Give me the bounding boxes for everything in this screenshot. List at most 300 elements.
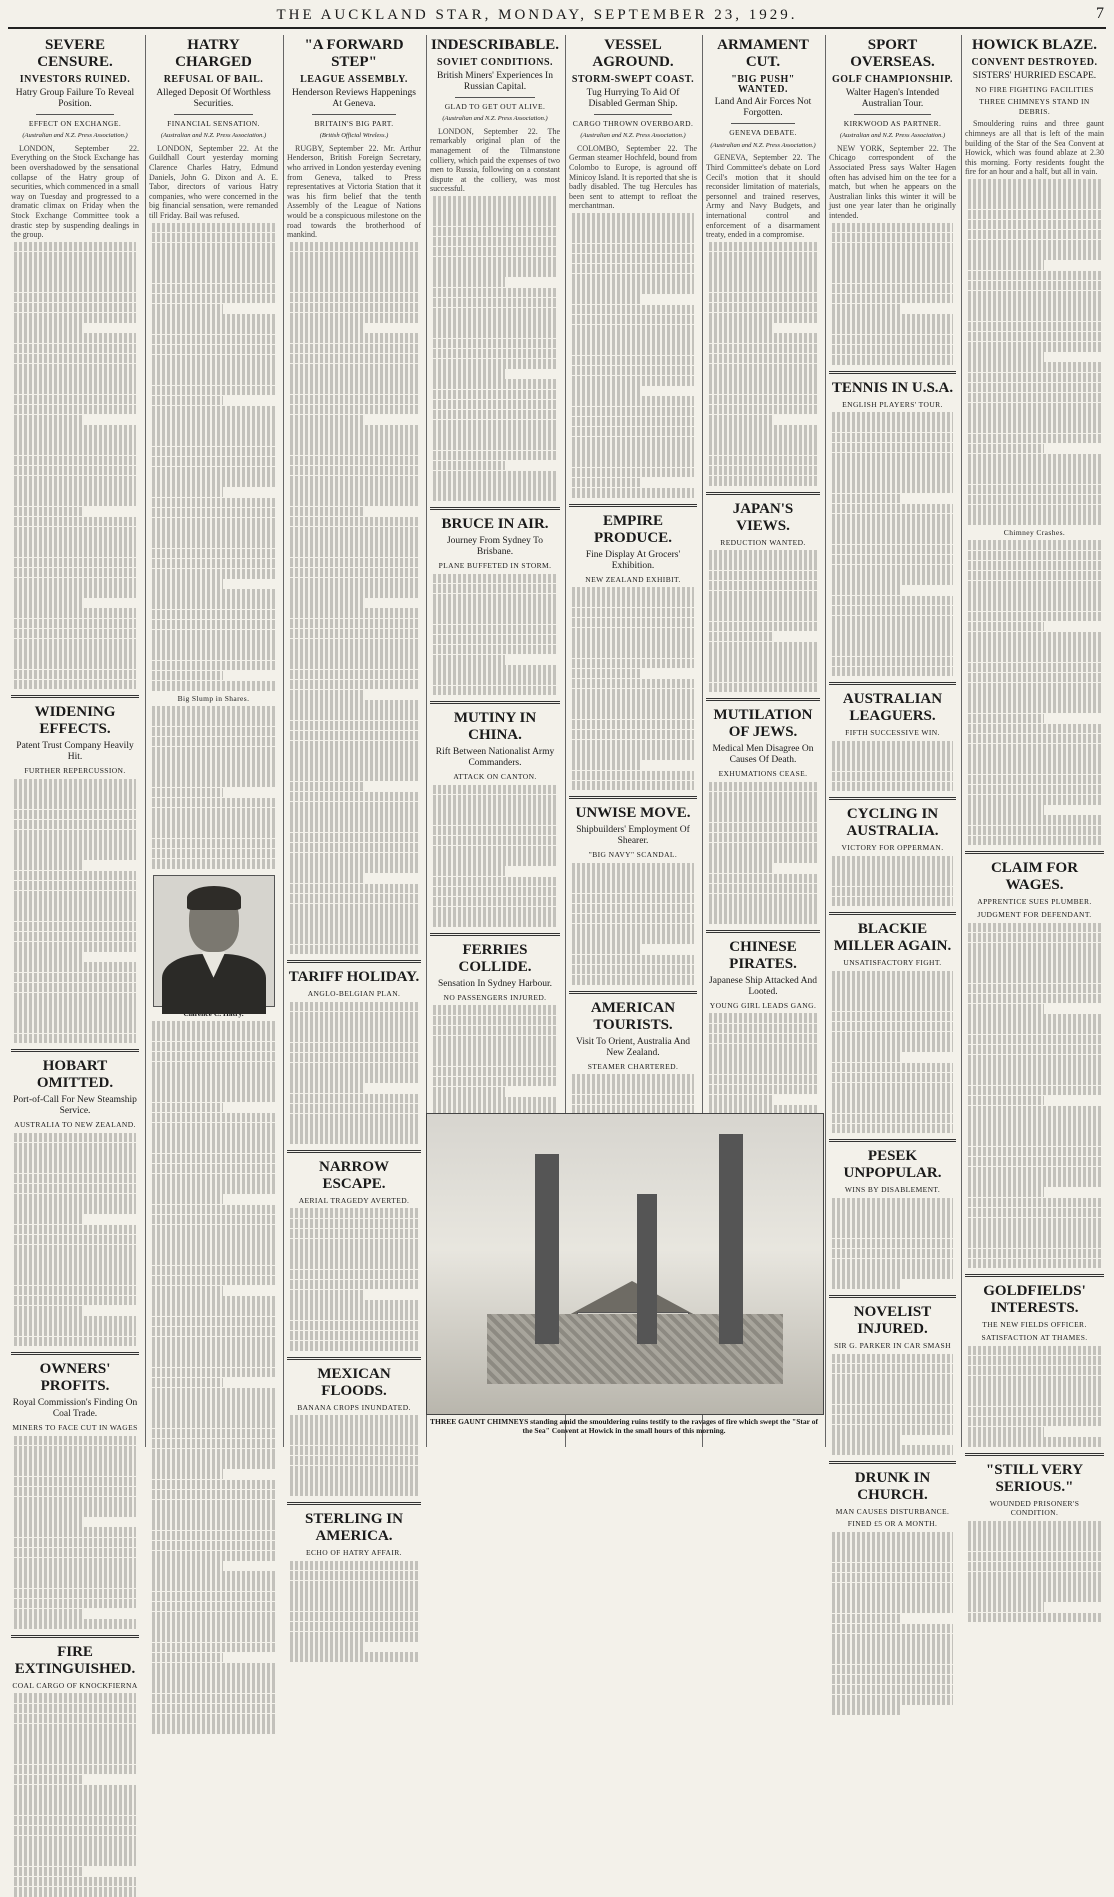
text-line bbox=[572, 284, 694, 294]
text-line bbox=[14, 1225, 136, 1235]
subheading: ECHO OF HATRY AFFAIR. bbox=[306, 1548, 402, 1557]
text-line bbox=[832, 1103, 953, 1113]
text-line bbox=[572, 771, 694, 781]
text-line bbox=[709, 374, 817, 384]
text-line bbox=[290, 558, 418, 568]
text-line bbox=[290, 741, 418, 751]
text-line bbox=[14, 395, 136, 405]
subheading: CARGO THROWN OVERBOARD. bbox=[572, 118, 694, 128]
text-line bbox=[572, 1084, 694, 1094]
text-line bbox=[14, 1785, 136, 1795]
text-line bbox=[152, 671, 223, 681]
text-line bbox=[832, 524, 953, 534]
text-line bbox=[14, 293, 136, 303]
text-line bbox=[709, 622, 817, 632]
text-line bbox=[968, 413, 1101, 423]
text-line bbox=[152, 416, 275, 426]
text-line bbox=[968, 683, 1101, 693]
text-line bbox=[152, 661, 275, 671]
body-text-lines bbox=[149, 223, 278, 691]
text-line bbox=[290, 1012, 418, 1022]
text-line bbox=[14, 354, 136, 364]
subheading: EXHUMATIONS CEASE. bbox=[718, 769, 808, 779]
text-line bbox=[832, 1093, 953, 1103]
text-line bbox=[709, 884, 817, 894]
text-line bbox=[290, 364, 418, 374]
text-line bbox=[152, 1286, 223, 1296]
article-body: COLOMBO, September 22. The German steamer Hochfeld, bound from Colombo to Europe, is aground off Minicoy Island. It is reported that she is badly disabled. The tug Hercules has been sent to attempt to refloat the merchantman. bbox=[569, 143, 697, 211]
text-line bbox=[14, 384, 136, 394]
text-line bbox=[832, 1364, 953, 1374]
subheading: ANGLO-BELGIAN PLAN. bbox=[307, 989, 401, 999]
text-line bbox=[968, 1167, 1101, 1177]
deck: Visit To Orient, Australia And New Zealand. bbox=[576, 1036, 690, 1058]
text-line bbox=[14, 344, 136, 354]
text-line bbox=[433, 400, 557, 410]
text-line bbox=[14, 1174, 136, 1184]
text-line bbox=[14, 1816, 136, 1826]
text-line bbox=[709, 354, 817, 364]
convent-fire-photo bbox=[426, 1113, 824, 1415]
text-line bbox=[572, 740, 694, 750]
text-line bbox=[968, 1541, 1101, 1551]
text-line bbox=[433, 836, 557, 846]
text-line bbox=[709, 894, 817, 904]
body-text-lines bbox=[965, 540, 1104, 845]
text-line bbox=[968, 826, 1101, 836]
subheading: FINANCIAL SENSATION. bbox=[167, 118, 260, 128]
text-line bbox=[152, 1306, 275, 1316]
subheading: ATTACK ON CANTON. bbox=[453, 772, 537, 782]
text-line bbox=[572, 904, 694, 914]
deck: Journey From Sydney To Brisbane. bbox=[446, 535, 543, 557]
text-line bbox=[152, 1215, 275, 1225]
text-line bbox=[14, 1477, 136, 1487]
text-line bbox=[832, 1269, 953, 1279]
text-line bbox=[290, 1280, 418, 1290]
text-line bbox=[572, 1095, 694, 1105]
text-line bbox=[968, 311, 1101, 321]
text-line bbox=[572, 618, 694, 628]
text-line bbox=[14, 1599, 136, 1609]
text-line bbox=[572, 638, 694, 648]
column-2 bbox=[145, 35, 281, 1447]
text-line bbox=[572, 427, 694, 437]
text-line bbox=[709, 874, 817, 884]
text-line bbox=[832, 273, 953, 283]
subheading: JUDGMENT FOR DEFENDANT. bbox=[977, 909, 1092, 919]
text-line bbox=[709, 914, 817, 924]
photo-caption: THREE GAUNT CHIMNEYS standing amid the smouldering ruins testify to the ravages of fire which swept the "Star of the Sea" Convent at Howick in the small hours of this morning. bbox=[430, 1417, 818, 1435]
text-line bbox=[290, 476, 418, 486]
text-line bbox=[433, 1036, 557, 1046]
text-line bbox=[152, 1520, 275, 1530]
text-line bbox=[14, 1306, 84, 1316]
text-line bbox=[832, 1675, 953, 1685]
text-line bbox=[968, 1086, 1101, 1096]
text-line bbox=[152, 859, 275, 869]
text-line bbox=[709, 384, 817, 394]
text-line bbox=[152, 426, 275, 436]
text-line bbox=[572, 345, 694, 355]
deck: Hatry Group Failure To Reveal Position. bbox=[15, 87, 135, 109]
text-line bbox=[290, 374, 418, 384]
text-line bbox=[968, 764, 1101, 774]
text-line bbox=[968, 622, 1044, 632]
text-line bbox=[152, 1388, 275, 1398]
text-line bbox=[152, 727, 275, 737]
text-line bbox=[14, 1693, 136, 1703]
text-line bbox=[832, 761, 953, 771]
text-line bbox=[572, 468, 694, 478]
text-line bbox=[968, 754, 1101, 764]
text-line bbox=[968, 1004, 1044, 1014]
text-line bbox=[152, 538, 275, 548]
text-line bbox=[968, 652, 1101, 662]
text-line bbox=[14, 1734, 136, 1744]
text-line bbox=[433, 574, 557, 584]
text-line bbox=[572, 1074, 694, 1084]
column-1 bbox=[8, 35, 142, 1690]
text-line bbox=[14, 1795, 136, 1805]
text-line bbox=[433, 267, 557, 277]
text-line bbox=[709, 642, 817, 652]
text-line bbox=[968, 1024, 1101, 1034]
text-line bbox=[152, 263, 275, 273]
text-line bbox=[709, 853, 817, 863]
subheading: EFFECT ON EXCHANGE. bbox=[28, 118, 122, 128]
text-line bbox=[152, 477, 275, 487]
text-line bbox=[433, 298, 557, 308]
text-line bbox=[152, 406, 275, 416]
subheading: MINERS TO FACE CUT IN WAGES bbox=[12, 1423, 138, 1433]
text-line bbox=[152, 1469, 223, 1479]
text-line bbox=[290, 639, 418, 649]
text-line bbox=[152, 1194, 223, 1204]
text-line bbox=[968, 836, 1101, 846]
text-line bbox=[433, 846, 557, 856]
text-line bbox=[832, 1012, 953, 1022]
text-line bbox=[968, 1572, 1101, 1582]
text-line bbox=[572, 944, 642, 954]
text-line bbox=[832, 1685, 953, 1695]
text-line bbox=[290, 578, 418, 588]
text-line bbox=[968, 1147, 1101, 1157]
text-line bbox=[832, 667, 953, 677]
text-line bbox=[14, 789, 136, 799]
text-line bbox=[152, 1225, 275, 1235]
text-line bbox=[290, 1134, 418, 1144]
text-line bbox=[709, 1054, 817, 1064]
text-line bbox=[152, 1429, 275, 1439]
text-line bbox=[152, 1317, 275, 1327]
deck: Land And Air Forces Not Forgotten. bbox=[714, 97, 812, 119]
text-line bbox=[832, 646, 953, 656]
text-line bbox=[832, 433, 953, 443]
text-line bbox=[14, 810, 136, 820]
text-line bbox=[14, 1887, 136, 1897]
text-line bbox=[290, 303, 418, 313]
article-body: Smouldering ruins and three gaunt chimneys are all that is left of the main building of the Star of the Sea Convent at Howick, which was found ablaze at 2.30 this morning. Forty residents fought the fire for an hour and a half, but all in vain. bbox=[965, 119, 1104, 177]
text-line bbox=[572, 325, 694, 335]
text-line bbox=[832, 991, 953, 1001]
text-line bbox=[14, 983, 136, 993]
subheading: "BIG NAVY" SCANDAL. bbox=[588, 850, 678, 860]
headline-widening-effects: WIDENING EFFECTS. bbox=[34, 704, 116, 738]
text-line bbox=[832, 606, 953, 616]
text-line bbox=[709, 303, 817, 313]
text-line bbox=[14, 1754, 136, 1764]
text-line bbox=[572, 720, 694, 730]
text-line bbox=[968, 1582, 1101, 1592]
subhead: STORM-SWEPT COAST. bbox=[571, 74, 695, 85]
text-line bbox=[290, 1652, 418, 1662]
text-line bbox=[832, 355, 953, 365]
article-body: GENEVA, September 22. The Third Committee's debate on Lord Cecil's motion that it should reconsider limitation of materials, personnel and trained reserves, Army and Navy Budgets, and international control and enforcement of a disarmament treaty, ended in a compromise. bbox=[706, 153, 820, 240]
text-line bbox=[14, 1456, 136, 1466]
text-line bbox=[290, 252, 418, 262]
text-line bbox=[572, 709, 694, 719]
text-line bbox=[968, 795, 1101, 805]
text-line bbox=[968, 785, 1101, 795]
text-line bbox=[152, 508, 275, 518]
text-line bbox=[832, 555, 953, 565]
body-text-lines bbox=[569, 213, 697, 498]
text-line bbox=[968, 1198, 1101, 1208]
text-line bbox=[968, 250, 1101, 260]
text-line bbox=[572, 274, 694, 284]
newspaper-page bbox=[8, 3, 1106, 1690]
text-line bbox=[14, 952, 84, 962]
body-text-lines bbox=[430, 1005, 560, 1127]
text-line bbox=[152, 1164, 275, 1174]
text-line bbox=[290, 1053, 418, 1063]
headline-vessel-aground: VESSEL AGROUND. bbox=[592, 37, 674, 70]
text-line bbox=[433, 604, 557, 614]
text-line bbox=[433, 584, 557, 594]
text-line bbox=[572, 315, 694, 325]
text-line bbox=[14, 932, 136, 942]
text-line bbox=[290, 721, 418, 731]
headline-fire-extinguished: FIRE EXTINGUISHED. bbox=[14, 1643, 136, 1677]
subhead: GOLF CHAMPIONSHIP. bbox=[831, 74, 954, 85]
text-line bbox=[433, 257, 557, 267]
text-line bbox=[290, 1219, 418, 1229]
text-line bbox=[433, 897, 557, 907]
subheading: NO PASSENGERS INJURED. bbox=[443, 992, 547, 1002]
text-line bbox=[832, 1624, 953, 1634]
article-body: LONDON, September 22. At the Guildhall Court yesterday morning Clarence Charles Hatry, Edmund Daniels, John G. Dixon and A. E. Tabor, directors of various Hatry companies, who were concerned in the big financial sensation, were remanded till Friday. Bail was refused. bbox=[149, 143, 278, 220]
text-line bbox=[433, 247, 557, 257]
text-line bbox=[152, 253, 275, 263]
text-line bbox=[968, 775, 1101, 785]
deck: Fine Display At Grocers' Exhibition. bbox=[585, 549, 681, 571]
text-line bbox=[290, 934, 418, 944]
text-line bbox=[290, 751, 418, 761]
text-line bbox=[968, 373, 1101, 383]
text-line bbox=[14, 1296, 136, 1306]
text-line bbox=[709, 333, 817, 343]
text-line bbox=[290, 1043, 418, 1053]
text-line bbox=[14, 1527, 136, 1537]
text-line bbox=[832, 1259, 953, 1269]
text-line bbox=[290, 1415, 418, 1425]
text-line bbox=[832, 1705, 902, 1715]
text-line bbox=[14, 242, 136, 252]
text-line bbox=[709, 395, 817, 405]
text-line bbox=[14, 993, 136, 1003]
text-line bbox=[14, 1619, 136, 1629]
text-line bbox=[290, 761, 418, 771]
text-line bbox=[14, 1558, 136, 1568]
text-line bbox=[290, 914, 418, 924]
text-line bbox=[152, 396, 223, 406]
text-line bbox=[968, 485, 1101, 495]
text-line bbox=[14, 1497, 136, 1507]
text-line bbox=[152, 1510, 275, 1520]
text-line bbox=[152, 386, 275, 396]
text-line bbox=[572, 447, 694, 457]
text-line bbox=[290, 771, 418, 781]
text-line bbox=[152, 788, 223, 798]
text-line bbox=[709, 344, 817, 354]
body-text-lines bbox=[430, 785, 560, 927]
press-credit: (Australian and N.Z. Press Association.) bbox=[22, 132, 128, 140]
text-line bbox=[433, 1077, 557, 1087]
page-number: 7 bbox=[1096, 5, 1104, 22]
text-line bbox=[433, 645, 557, 655]
text-line bbox=[14, 364, 136, 374]
text-line bbox=[968, 1187, 1044, 1197]
text-line bbox=[572, 233, 694, 243]
text-line bbox=[14, 629, 136, 639]
text-line bbox=[152, 706, 275, 716]
text-line bbox=[152, 1408, 275, 1418]
text-line bbox=[968, 1396, 1101, 1406]
text-line bbox=[709, 1095, 772, 1105]
text-line bbox=[152, 777, 275, 787]
text-line bbox=[14, 1153, 136, 1163]
headline-empire-produce: EMPIRE PRODUCE. bbox=[594, 512, 672, 546]
text-line bbox=[968, 1562, 1101, 1572]
text-line bbox=[14, 405, 136, 415]
text-line bbox=[290, 649, 418, 659]
text-line bbox=[14, 374, 136, 384]
text-line bbox=[968, 1602, 1044, 1612]
text-line bbox=[709, 662, 817, 672]
text-line bbox=[14, 871, 136, 881]
text-line bbox=[290, 333, 418, 343]
text-line bbox=[152, 1439, 275, 1449]
text-line bbox=[968, 352, 1044, 362]
text-line bbox=[14, 670, 136, 680]
text-line bbox=[14, 1194, 136, 1204]
text-line bbox=[832, 1593, 953, 1603]
text-line bbox=[290, 904, 418, 914]
text-line bbox=[968, 291, 1101, 301]
text-line bbox=[14, 466, 136, 476]
text-line bbox=[290, 1321, 418, 1331]
text-line bbox=[832, 1063, 953, 1073]
body-text-lines bbox=[829, 1198, 956, 1289]
text-line bbox=[14, 476, 136, 486]
text-line bbox=[433, 917, 557, 927]
body-text-lines bbox=[287, 1415, 421, 1496]
text-line bbox=[832, 636, 953, 646]
text-line bbox=[968, 1075, 1101, 1085]
subheading: VICTORY FOR OPPERMAN. bbox=[841, 843, 944, 853]
headline-cycling-in-australia: CYCLING IN AUSTRALIA. bbox=[846, 806, 939, 840]
text-line bbox=[14, 1578, 136, 1588]
subheading: WINS BY DISABLEMENT. bbox=[844, 1185, 941, 1195]
text-line bbox=[433, 318, 557, 328]
headline-sport-overseas: SPORT OVERSEAS. bbox=[850, 37, 935, 70]
text-line bbox=[152, 828, 275, 838]
text-line bbox=[14, 881, 136, 891]
deck: Port-of-Call For New Steamship Service. bbox=[13, 1095, 137, 1117]
text-line bbox=[968, 1208, 1101, 1218]
text-line bbox=[433, 785, 557, 795]
text-line bbox=[709, 601, 817, 611]
text-line bbox=[433, 675, 557, 685]
text-line bbox=[14, 1436, 136, 1446]
body-text-lines bbox=[965, 1346, 1104, 1447]
subhead: INVESTORS RUINED. bbox=[19, 74, 131, 85]
text-line bbox=[968, 953, 1101, 963]
press-credit: (Australian and N.Z. Press Association.) bbox=[160, 132, 267, 140]
text-line bbox=[290, 1425, 418, 1435]
text-line bbox=[968, 744, 1101, 754]
text-line bbox=[14, 1184, 136, 1194]
text-line bbox=[968, 393, 1101, 403]
text-line bbox=[290, 395, 418, 405]
text-line bbox=[290, 792, 418, 802]
text-line bbox=[14, 1316, 136, 1326]
subheading: BANANA CROPS INUNDATED. bbox=[297, 1402, 411, 1412]
text-line bbox=[709, 843, 817, 853]
text-line bbox=[968, 724, 1101, 734]
text-line bbox=[14, 527, 136, 537]
text-line bbox=[709, 1064, 817, 1074]
text-line bbox=[152, 273, 275, 283]
text-line bbox=[152, 1143, 275, 1153]
body-text-lines bbox=[829, 223, 956, 365]
text-line bbox=[14, 1265, 136, 1275]
text-line bbox=[572, 781, 694, 791]
text-line bbox=[152, 243, 275, 253]
text-line bbox=[290, 1270, 418, 1280]
masthead-title: THE AUCKLAND STAR, MONDAY, SEPTEMBER 23, 1929. bbox=[276, 7, 798, 23]
text-line bbox=[572, 244, 694, 254]
text-line bbox=[290, 507, 364, 517]
text-line bbox=[433, 430, 557, 440]
text-line bbox=[290, 894, 418, 904]
text-line bbox=[572, 376, 694, 386]
text-line bbox=[290, 833, 418, 843]
text-line bbox=[14, 303, 136, 313]
column-7 bbox=[825, 35, 959, 1529]
subheading: BRITAIN'S BIG PART. bbox=[314, 118, 394, 128]
text-line bbox=[14, 1724, 136, 1734]
text-line bbox=[832, 284, 953, 294]
text-line bbox=[968, 601, 1101, 611]
text-line bbox=[152, 1683, 275, 1693]
subheading: FINED £5 OR A MONTH. bbox=[847, 1519, 938, 1529]
text-line bbox=[433, 451, 557, 461]
subheading: KIRKWOOD AS PARTNER. bbox=[843, 118, 942, 128]
text-line bbox=[14, 456, 136, 466]
text-line bbox=[14, 891, 136, 901]
